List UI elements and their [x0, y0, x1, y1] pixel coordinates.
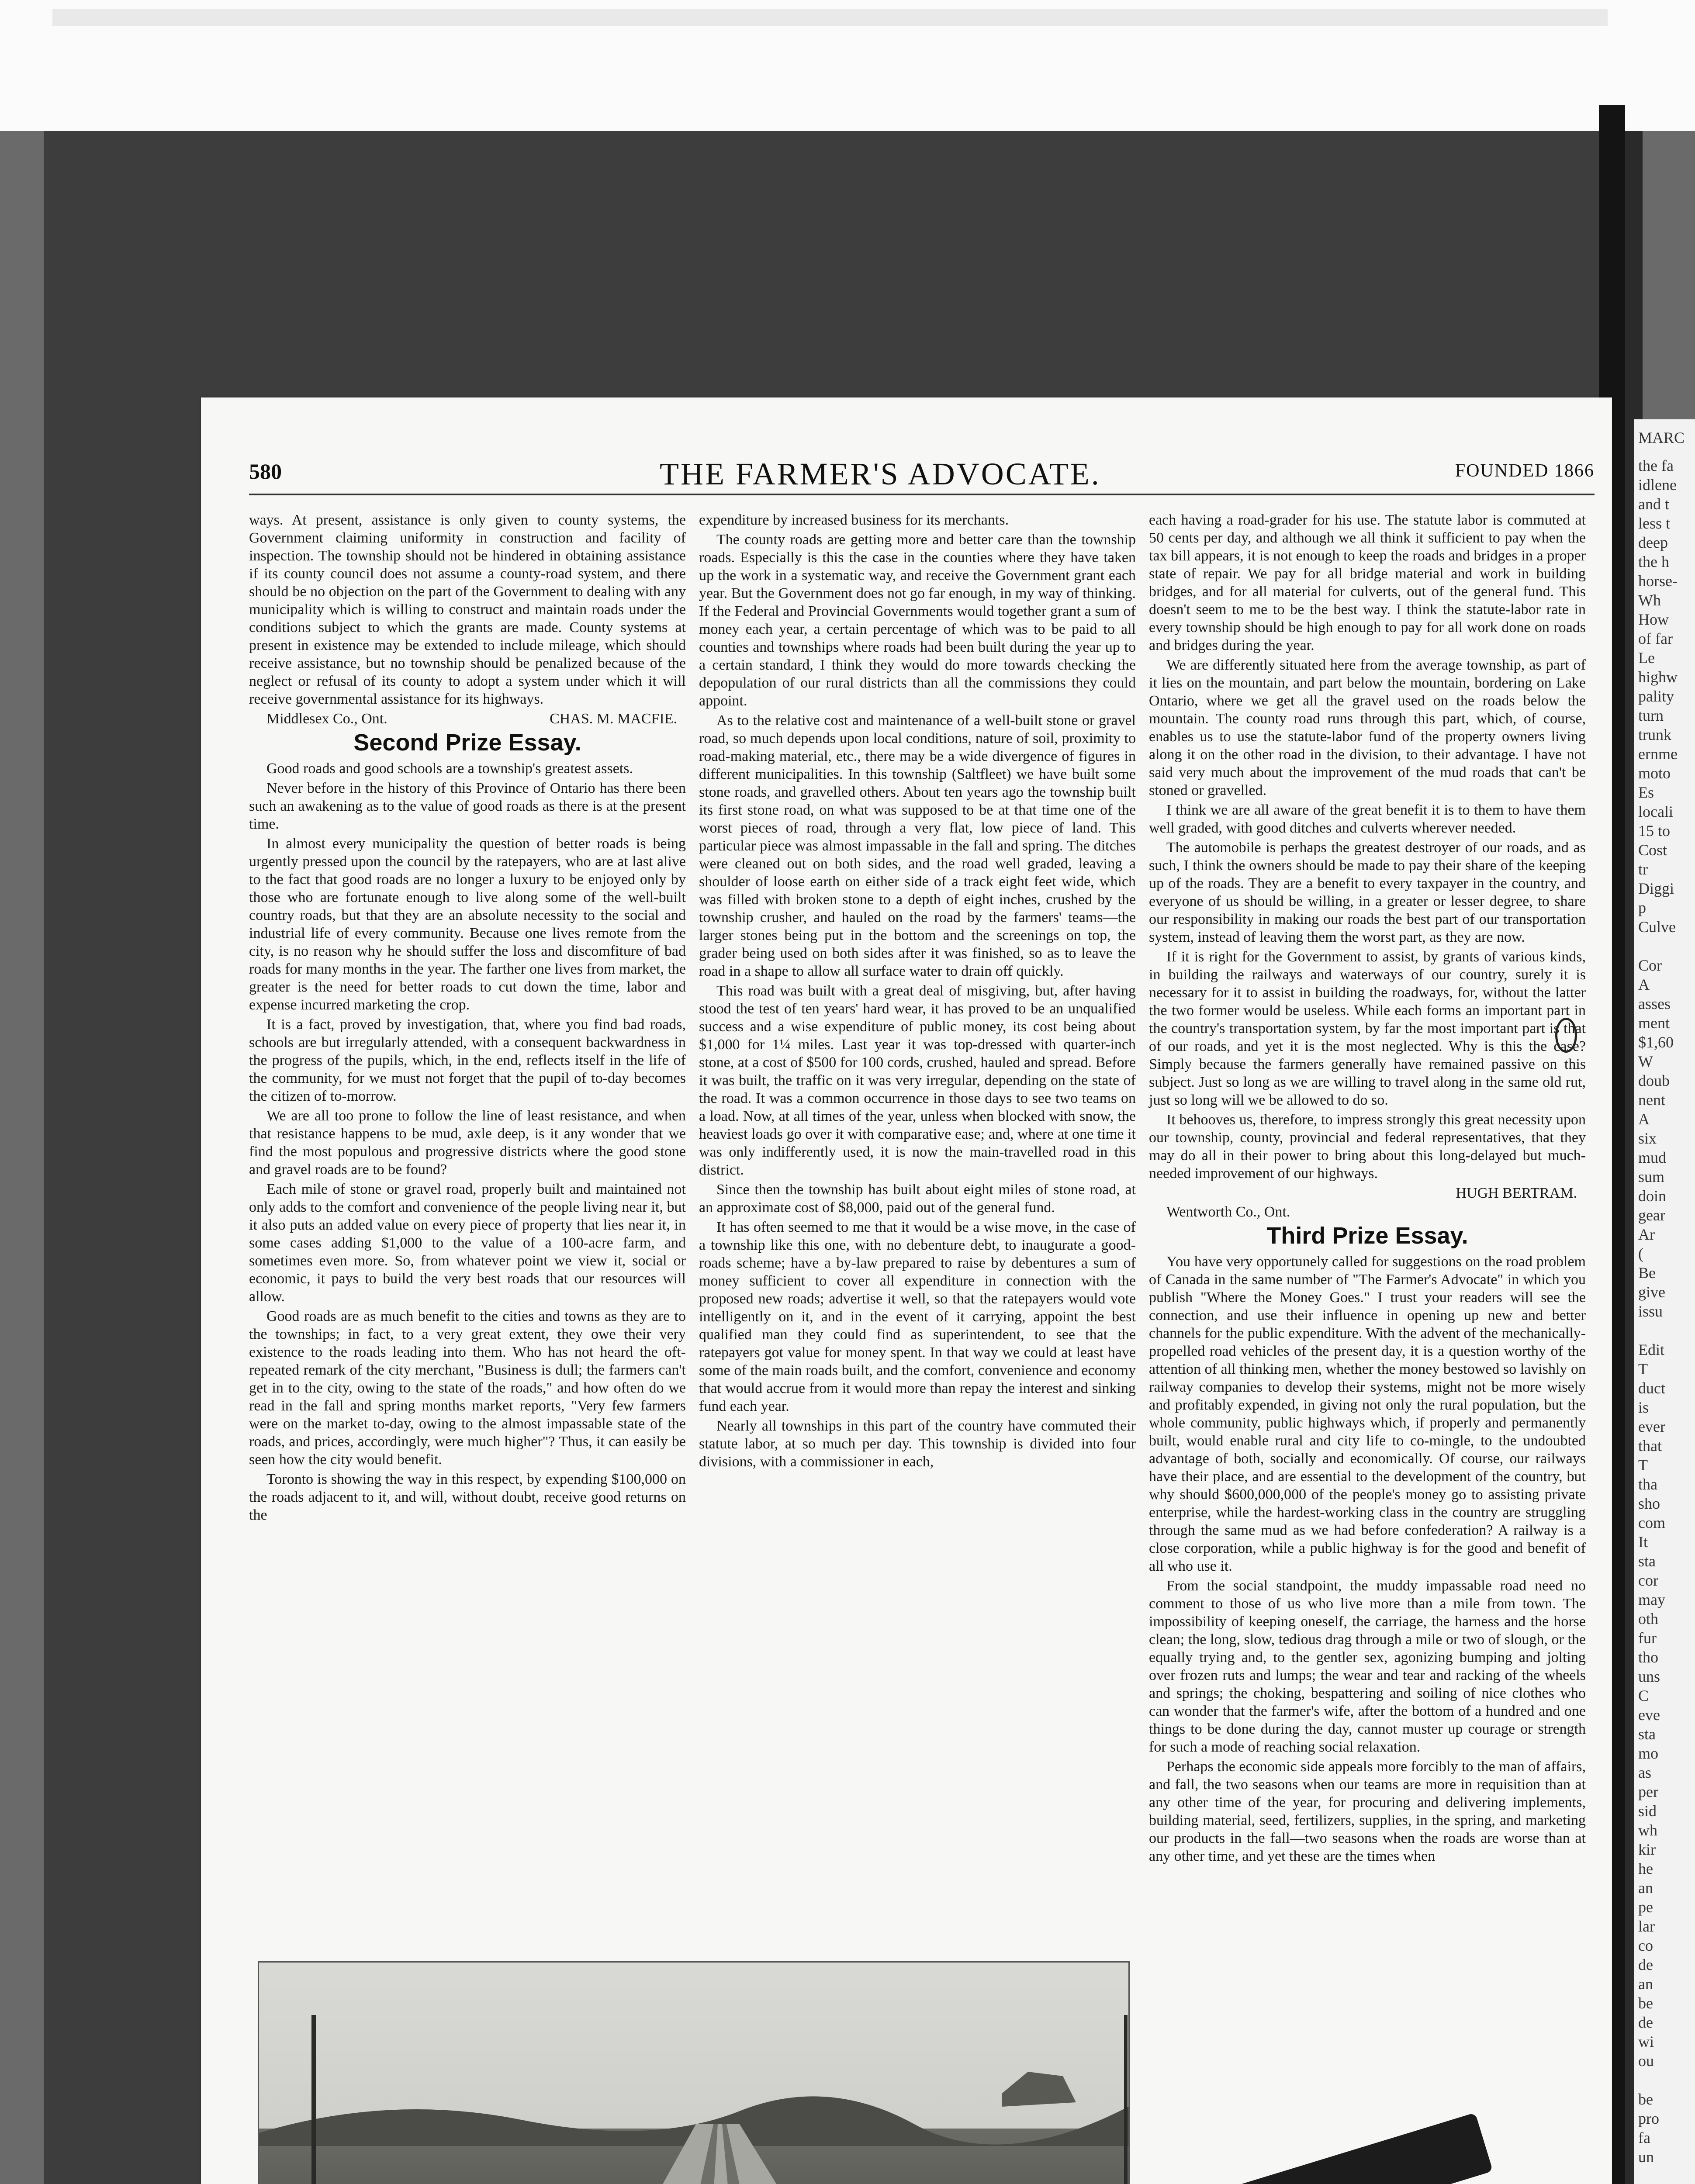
roadside-photograph — [258, 1961, 1130, 2184]
page-header — [249, 456, 1595, 495]
paragraph: From the social standpoint, the muddy impassable road need no comment to those of us who live more than a mile from town. The impossibility of keeping oneself, the carriage, the harness and the horse clean; the long, slow, tedious drag through a mile or two of slough, or the equally trying and, to the gentler sex, agonizing bumping and jolting over frozen ruts and lumps; the wear and tear and racking of the wheels and springs; the choking, bespattering and soiling of nice clothes who can wonder that the farmer's wife, after the bottom of a hundred and one things to be done during the day, cannot muster up courage or strength for such a mode of reaching social relaxation. — [1149, 1578, 1586, 1755]
next-page-header: MARC — [1638, 429, 1685, 446]
paragraph: We are all too prone to follow the line of least resistance, and when that resistance happens to be mud, axle deep, is it any wonder that we find the most populous and progressive districts where the good stone and gravel roads are to be found? — [249, 1108, 686, 1178]
paragraph: expenditure by increased business for its merchants. — [699, 512, 1009, 528]
author-location: Wentworth Co., Ont. — [1166, 1204, 1290, 1220]
paragraph: Toronto is showing the way in this respect, by expending $100,000 on the roads adjacent to it, and will, without doubt, receive good returns on the — [249, 1471, 686, 1523]
article-column-2 — [699, 511, 1136, 1472]
paragraph: This road was built with a great deal of misgiving, but, after having stood the test of ten years' hard wear, it has proved to be an unqualified success and a wise expenditure of public money, its cost being about $1,000 for 1¼ miles. Last year it was top-dressed with quarter-inch stone, at a cost of $500 for 100 cords, crushed, hauled and spread. Before it was built, the traffic on it was very irregular, depending on the state of the road. It was a common occurrence in those days to see two teams on a load. Now, at all times of the year, unless when blocked with snow, the heaviest loads go over it with comparative ease; and, where at one time it was only indifferently used, it is now the main-travelled road in this district. — [699, 983, 1136, 1178]
author-name: HUGH BERTRAM. — [1456, 1185, 1577, 1201]
paragraph: It has often seemed to me that it would be a wise move, in the case of a township like this one, with no debenture debt, to inaugurate a good-roads scheme; have a by-law prepared to raise by debentures a sum of money sufficient to cover all expenditure in connection with the proposed new roads; advertise it well, so that the ratepayers would vote intelligently on it, and in the event of it carrying, appoint the best qualified man they could find as superintendent, to see that the ratepayers got value for money spent. In that way we could at least have some of the main roads built, and the comfort, convenience and economy that would accrue from it would more than repay the interest and sinking fund each year. — [699, 1219, 1136, 1414]
paragraph: I think we are all aware of the great benefit it is to them to have them well graded, with good ditches and culverts wherever needed. — [1149, 802, 1586, 836]
newspaper-page — [201, 397, 1612, 2184]
paragraph: It behooves us, therefore, to impress strongly this great necessity upon our township, county, provincial and federal representatives, that they may do all in their power to bring about this long-delayed but much-needed improvement of our highways. — [1149, 1112, 1586, 1182]
paragraph: The automobile is perhaps the greatest destroyer of our roads, and as such, I think the owners should be made to pay their share of the keeping up of the roads. They are a benefit to every taxpayer in the country, and everyone of us should be willing, in a greater or lesser degree, to share our responsibility in making our roads the best part of our transportation system, instead of leaving them the worst part, as they are now. — [1149, 840, 1586, 945]
paragraph: The county roads are getting more and better care than the township roads. Especially is this the case in the counties where they have taken up the work in a systematic way, and receive the Government grant each year. But the Government does not go far enough, in my way of thinking. If the Federal and Provincial Governments would together grant a sum of money each year, a certain percentage of which was to be paid to all counties and townships where roads had been built during the year up to a certain standard, I think they would do more towards checking the depopulation of our rural districts than all the commissions they could appoint. — [699, 532, 1136, 709]
paragraph: If it is right for the Government to assist, by grants of various kinds, in building the railways and waterways of our country, surely it is necessary for it to assist in building the roadways, for, without the latter the two former would be useless. While each forms an important part in the country's transportation system, by far the most important part is that of our roads, and yet it is the most neglected. Why is this the case? Simply because the farmers generally have remained passive on this subject. Just so long as we are willing to travel along in the same old rut, just so long will we be allowed to do so. — [1149, 949, 1586, 1108]
paragraph: It is a fact, proved by investigation, that, where you find bad roads, schools are but irregularly attended, with a consequent backwardness in the progress of the pupils, which, in the end, reflects itself in the life of the community, for we must not forget that the pupil of to-day becomes the citizen of to-morrow. — [249, 1016, 686, 1104]
paragraph: We are differently situated here from the average township, as part of it lies on the mountain, and part below the mountain, bordering on Lake Ontario, where we get all the gravel used on the roads below the mountain. The county road runs through this part, which, of course, enables us to use the statute-labor fund of the property owners living along it on the other road in the division, to their advantage. I have not said very much about the improvement of the mud roads that can't be stoned or gravelled. — [1149, 657, 1586, 798]
section-heading-second-prize: Second Prize Essay. — [353, 729, 581, 756]
paragraph: Good roads and good schools are a township's greatest assets. — [266, 760, 633, 777]
next-page-fragment — [1634, 419, 1695, 2184]
paragraph: ways. At present, assistance is only given to county systems, the Government claiming uniformity in construction and facility of inspection. The township should not be hindered in obtaining assistance if its county council does not assume a county-road system, and there should be no objection on the part of the Government to dealing with any municipality which is willing to construct and maintain roads under the conditions subject to which the grants are made. County systems at present in existence may be extended to include mileage, which should receive assistance, but no township should be penalized because of the neglect or refusal of its county to adopt a system under which it will receive governmental assistance for its highways. — [249, 512, 686, 707]
next-page-column: the fa idlene and t less t deep the h horse- Wh How of far Le highw pality turn trunk ernme moto Es locali 15 to Cost tr Diggi p Culve Cor A asses ment $1,60 W doub nent A six mud sum doin gear Ar ( Be give issu Edit T duct is ever that T tha sho com It sta cor may oth fur tho uns C eve sta mo as per sid wh kir he an pe lar co de an be de wi ou be pro fa un — [1638, 457, 1678, 2166]
author-name: CHAS. M. MACFIE. — [550, 711, 677, 727]
paragraph: In almost every municipality the question of better roads is being urgently pressed upon the council by the ratepayers, who are at last alive to the fact that good roads are no longer a luxury to be enjoyed only by those who are fortunate enough to live along some of the well-built country roads, but that they are an absolute necessity to the social and industrial life of every community. Because one lives remote from the city, is no reason why he should suffer the loss and discomfiture of bad roads for many months in the year. The farther one lives from market, the greater is the need for better roads to cut down the time, labor and expense incurred marketing the crop. — [249, 836, 686, 1013]
section-heading-third-prize: Third Prize Essay. — [1266, 1223, 1468, 1249]
article-column-3 — [1149, 511, 1586, 1867]
binding-clip-mark — [1555, 1018, 1577, 1053]
author-signature — [249, 710, 686, 728]
author-location: Middlesex Co., Ont. — [266, 711, 387, 727]
film-edge-top — [52, 9, 1608, 26]
author-signature — [1149, 1184, 1586, 1202]
paragraph: each having a road-grader for his use. The statute labor is commuted at 50 cents per day, and although we all think it sufficient to pay when the tax bill appears, it is not enough to keep the roads and bridges in a proper state of repair. We pay for all bridge material and work in building bridges, and for all material for culverts, out of the general fund. This doesn't seem to me to be the best way. I think the statute-labor rate in every township should be high enough to pay for all work done on roads and bridges during the year. — [1149, 512, 1586, 653]
masthead-title: THE FARMER'S ADVOCATE. — [660, 456, 1101, 491]
founded-year: FOUNDED 1866 — [1455, 461, 1595, 481]
page-number: 580 — [249, 459, 282, 484]
paragraph: Never before in the history of this Province of Ontario has there been such an awakening as to the value of good roads as there is at the present time. — [249, 780, 686, 832]
road-photo-image — [259, 1963, 1128, 2184]
author-location-line — [1149, 1203, 1586, 1221]
paragraph: Nearly all townships in this part of the country have commuted their statute labor, at so much per day. This township is divided into four divisions, with a commissioner in each, — [699, 1418, 1136, 1470]
paragraph: You have very opportunely called for suggestions on the road problem of Canada in the same number of "The Farmer's Advocate" in which you publish "Where the Money Goes." I trust your readers will see the connection, and use their influence in opening up new and better channels for the public expenditure. With the advent of the mechanically-propelled road vehicles of the present day, it is a question worthy of the attention of all thinking men, whether the money bestowed so lavishly on railway companies to develop their systems, might not be more wisely and profitably expended, in giving not only the rural population, but the whole community, public highways which, if properly and permanently built, would enable rural and city life to co-mingle, to the undoubted advantage of both, socially and economically. Of course, our railways have their place, and are essential to the development of the country, but why should $600,000,000 of the people's money go to assisting private enterprise, while the hardest-working class in the country are struggling through the same mud as we had before confederation? A railway is a close corporation, while a public highway is for the good and benefit of all who use it. — [1149, 1254, 1586, 1574]
article-column-1 — [249, 511, 686, 1526]
paragraph: Good roads are as much benefit to the cities and towns as they are to the townships; in fact, to a very great extent, they owe their very existence to the roads leading into them. Who has not heard the oft-repeated remark of the city merchant, "Business is dull; the farmers can't get in to the city, owing to the state of the roads," and how often do we read in the fall and spring months market reports, "Very few farmers were on the market to-day, owing to the almost impassable state of the roads, and prices, accordingly, were much higher"? Thus, it can easily be seen how the city would benefit. — [249, 1308, 686, 1468]
paragraph: Each mile of stone or gravel road, properly built and maintained not only adds to the comfort and convenience of the people living near it, but it also puts an added value on every piece of property that lies near it, in some cases adding $1,000 to the value of a 100-acre farm, and sometimes even more. So, from whatever point we view it, social or economic, it pays to build the very best roads that our resources will allow. — [249, 1181, 686, 1305]
paragraph: As to the relative cost and maintenance of a well-built stone or gravel road, so much depends upon local conditions, nature of soil, proximity to road-making material, etc., there may be a wide divergence of figures in different municipalities. In this township (Saltfleet) we have built some stone roads, and gravelled others. About ten years ago the township built its first stone road, on what was supposed to be at that time one of the worst pieces of road, through a very flat, low piece of land. This particular piece was almost impassable in the fall and spring. The ditches were cleaned out on both sides, and the road well graded, leaving a shoulder of loose earth on either side of a track eight feet wide, which was filled with broken stone to a depth of eight inches, crushed by the township crusher, and hauled on the road by the farmers' teams—the larger stones being put in the bottom and the screenings on top, the grader being used on both sides after it was finished, so as to leave the road in a shape to allow all surface water to drain off quickly. — [699, 712, 1136, 979]
paragraph: Perhaps the economic side appeals more forcibly to the man of affairs, and fall, the two seasons when our teams are more in requisition than at any other time of the year, for procuring and delivering implements, building material, seed, fertilizers, supplies, in the spring, and marketing our products in the fall—two seasons when the roads are worse than at any other time, and yet these are the times when — [1149, 1759, 1586, 1864]
paragraph: Since then the township has built about eight miles of stone road, at an approximate cost of $8,000, paid out of the general fund. — [699, 1182, 1136, 1216]
